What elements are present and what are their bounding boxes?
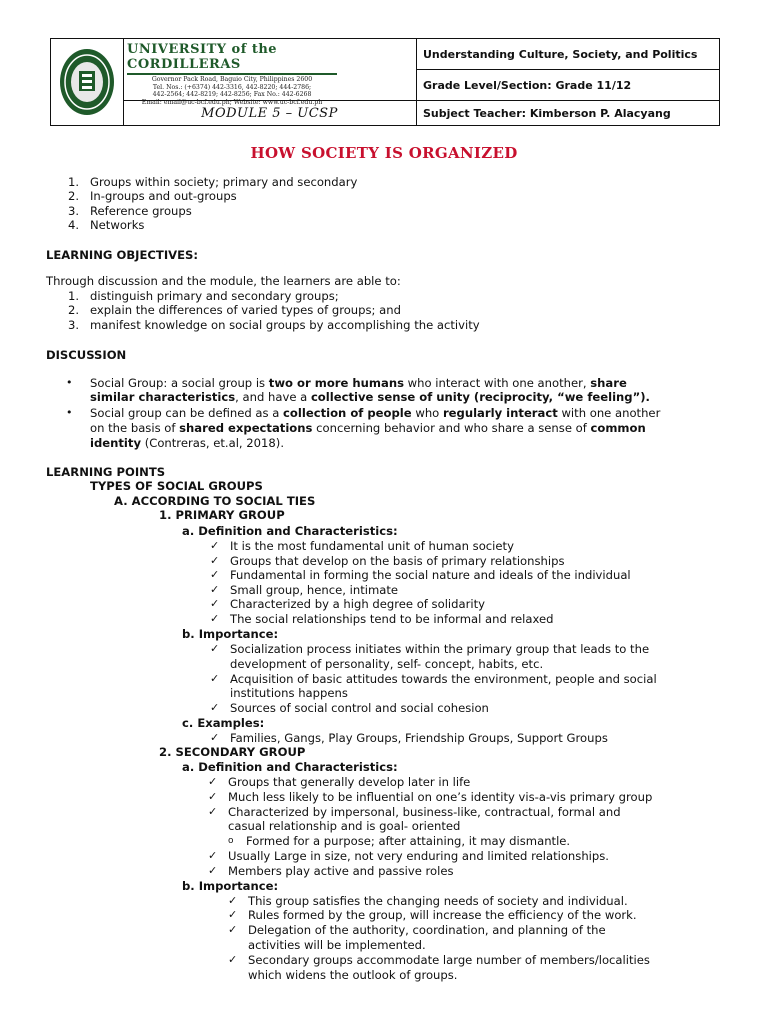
checkmark-icon: ✓ <box>228 923 238 936</box>
page-title: HOW SOCIETY IS ORGANIZED <box>250 144 518 162</box>
list-item: It is the most fundamental unit of human society <box>230 539 514 553</box>
text-run: who <box>411 406 443 420</box>
list-item-continued: activities will be implemented. <box>248 938 426 952</box>
discussion-heading: DISCUSSION <box>46 348 127 362</box>
checkmark-icon: ✓ <box>210 672 220 685</box>
bullet-icon: • <box>66 376 73 389</box>
list-number: 3. <box>68 204 80 218</box>
list-item: The social relationships tend to be informal and relaxed <box>230 612 554 626</box>
types-heading: TYPES OF SOCIAL GROUPS <box>90 479 263 493</box>
list-item: Characterized by impersonal, business-like, contractual, formal and <box>228 805 621 819</box>
list-item: Families, Gangs, Play Groups, Friendship Groups, Support Groups <box>230 731 608 745</box>
checkmark-icon: ✓ <box>210 701 220 714</box>
address-line: Tel. Nos.: (+6374) 442-3316, 442-8220; 444-2786; <box>152 83 312 91</box>
list-item: Groups within society; primary and secondary <box>90 175 358 189</box>
list-number: 1. <box>68 289 80 303</box>
checkmark-icon: ✓ <box>208 805 218 818</box>
primary-group-heading: 1. PRIMARY GROUP <box>159 508 285 522</box>
list-number: 4. <box>68 218 80 232</box>
list-item: Sources of social control and social cohesion <box>230 701 489 715</box>
module-header <box>50 38 720 126</box>
list-item: Members play active and passive roles <box>228 864 454 878</box>
module-label: MODULE 5 – UCSP <box>201 105 338 121</box>
text-run-bold: similar characteristics <box>90 390 236 404</box>
primary-definition-heading: a. Definition and Characteristics: <box>182 524 398 538</box>
objectives-heading: LEARNING OBJECTIVES: <box>46 248 199 262</box>
university-name: UNIVERSITY of the CORDILLERAS <box>127 42 337 75</box>
list-item: Groups that generally develop later in life <box>228 775 471 789</box>
text-run-bold: two or more humans <box>268 376 404 390</box>
list-item: Reference groups <box>90 204 192 218</box>
list-item: Small group, hence, intimate <box>230 583 399 597</box>
circle-bullet-icon: o <box>228 836 234 846</box>
discussion-line <box>90 421 646 435</box>
module-cell <box>123 98 417 125</box>
address-line: Governor Pack Road, Baguio City, Philippines 2600 <box>151 76 313 83</box>
address-line: Email: email@uc-bcf.edu.ph; Website: www.uc-bcf.edu.ph <box>141 98 323 106</box>
university-seal-icon <box>58 47 116 117</box>
text-run: with one another <box>557 406 661 420</box>
list-item: distinguish primary and secondary groups; <box>90 289 339 303</box>
list-number: 1. <box>68 175 80 189</box>
discussion-line <box>90 436 284 450</box>
list-item: Much less likely to be influential on one’s identity vis-a-vis primary group <box>228 790 653 804</box>
sub-list-item: Formed for a purpose; after attaining, it may dismantle. <box>246 834 571 848</box>
primary-examples-heading: c. Examples: <box>182 716 265 730</box>
checkmark-icon: ✓ <box>208 775 218 788</box>
primary-importance-heading: b. Importance: <box>182 627 279 641</box>
bullet-icon: • <box>66 406 73 419</box>
list-item: Rules formed by the group, will increase the efficiency of the work. <box>248 908 637 922</box>
list-item: This group satisfies the changing needs of society and individual. <box>248 894 628 908</box>
checkmark-icon: ✓ <box>208 864 218 877</box>
text-run-bold: shared expectations <box>179 421 313 435</box>
text-run-bold: collection of people <box>283 406 412 420</box>
list-item-continued: which widens the outlook of groups. <box>248 968 458 982</box>
checkmark-icon: ✓ <box>208 790 218 803</box>
list-item: Groups that develop on the basis of primary relationships <box>230 554 565 568</box>
text-run: who interact with one another, <box>403 376 591 390</box>
list-item: explain the differences of varied types of groups; and <box>90 303 401 317</box>
secondary-definition-heading: a. Definition and Characteristics: <box>182 760 398 774</box>
text-run-bold: common <box>590 421 646 435</box>
text-run-bold: collective sense of unity (reciprocity, “we feeling”). <box>310 390 650 404</box>
grade-level: Grade Level/Section: Grade 11/12 <box>417 70 719 101</box>
list-number: 2. <box>68 303 80 317</box>
learning-points-heading: LEARNING POINTS <box>46 465 166 479</box>
text-run-bold: share <box>590 376 627 390</box>
university-info <box>123 39 417 106</box>
section-a-heading: A. ACCORDING TO SOCIAL TIES <box>114 494 316 508</box>
logo-cell <box>51 39 124 125</box>
checkmark-icon: ✓ <box>210 731 220 744</box>
list-number: 3. <box>68 318 80 332</box>
text-run: on the basis of <box>90 421 180 435</box>
address-line: 442-2564; 442-8219; 442-8256; Fax No.: 442-6268 <box>152 91 312 99</box>
list-item: Networks <box>90 218 145 232</box>
secondary-group-heading: 2. SECONDARY GROUP <box>159 745 306 759</box>
list-item-continued: casual relationship and is goal- oriented <box>228 819 461 833</box>
checkmark-icon: ✓ <box>228 894 238 907</box>
checkmark-icon: ✓ <box>210 642 220 655</box>
checkmark-icon: ✓ <box>228 953 238 966</box>
list-item-continued: institutions happens <box>230 686 348 700</box>
checkmark-icon: ✓ <box>208 849 218 862</box>
list-item: Characterized by a high degree of solidarity <box>230 597 485 611</box>
discussion-line <box>90 376 627 390</box>
checkmark-icon: ✓ <box>210 554 220 567</box>
list-item: In-groups and out-groups <box>90 189 237 203</box>
checkmark-icon: ✓ <box>210 612 220 625</box>
list-item: Delegation of the authority, coordination, and planning of the <box>248 923 606 937</box>
text-run-bold: regularly interact <box>442 406 558 420</box>
list-item: Acquisition of basic attitudes towards the environment, people and social <box>230 672 657 686</box>
objectives-intro: Through discussion and the module, the learners are able to: <box>46 274 401 288</box>
list-number: 2. <box>68 189 80 203</box>
text-run: Social group can be defined as a <box>90 406 284 420</box>
text-run: concerning behavior and who share a sense of <box>312 421 591 435</box>
text-run: (Contreras, et.al, 2018). <box>141 436 285 450</box>
list-item: Usually Large in size, not very enduring and limited relationships. <box>228 849 609 863</box>
list-item: Fundamental in forming the social nature and ideals of the individual <box>230 568 631 582</box>
text-run-bold: identity <box>90 436 142 450</box>
list-item: manifest knowledge on social groups by accomplishing the activity <box>90 318 480 332</box>
checkmark-icon: ✓ <box>210 568 220 581</box>
text-run: , and have a <box>235 390 311 404</box>
discussion-line <box>90 390 650 404</box>
checkmark-icon: ✓ <box>210 597 220 610</box>
text-run: Social Group: a social group is <box>90 376 269 390</box>
checkmark-icon: ✓ <box>210 583 220 596</box>
checkmark-icon: ✓ <box>210 539 220 552</box>
checkmark-icon: ✓ <box>228 908 238 921</box>
list-item: Secondary groups accommodate large number of members/localities <box>248 953 650 967</box>
subject-teacher: Subject Teacher: Kimberson P. Alacyang <box>423 106 671 120</box>
course-title: Understanding Culture, Society, and Politics <box>417 39 719 70</box>
list-item: Socialization process initiates within the primary group that leads to the <box>230 642 650 656</box>
list-item-continued: development of personality, self- concept, habits, etc. <box>230 657 544 671</box>
secondary-importance-heading: b. Importance: <box>182 879 279 893</box>
discussion-line <box>90 406 660 420</box>
